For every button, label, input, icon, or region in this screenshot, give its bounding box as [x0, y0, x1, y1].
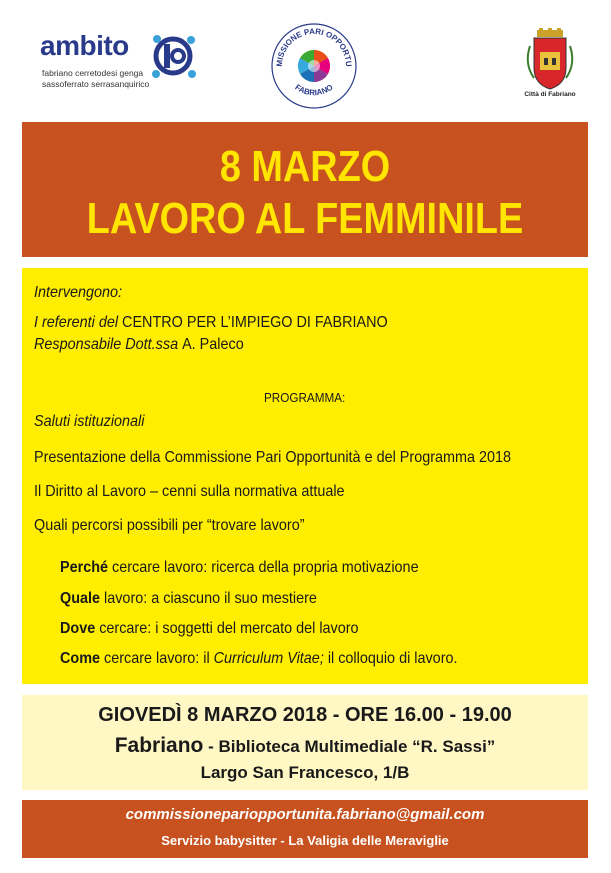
event-details	[22, 695, 588, 790]
ambito-wordmark: ambito	[40, 30, 129, 61]
programme-item-diritto: Il Diritto al Lavoro – cenni sulla normativa attuale	[34, 483, 345, 500]
commission-ring-text: MISSIONE PARI OPPORTU	[274, 26, 354, 67]
city-logo	[520, 28, 580, 100]
referenti-line: I referenti del CENTRO PER L’IMPIEGO DI FABRIANO	[34, 314, 388, 331]
event-venue: Fabriano - Biblioteca Multimediale “R. Sassi”	[114, 734, 496, 757]
programme-heading: PROGRAMMA:	[264, 390, 346, 405]
intervengono-label: Intervengono:	[34, 284, 123, 301]
subitem-come: Come cercare lavoro: il Curriculum Vitae; il colloquio di lavoro.	[60, 650, 458, 667]
subitem-dove: Dove cercare: i soggetti del mercato del lavoro	[60, 620, 359, 637]
title-date: 8 MARZO	[219, 142, 391, 191]
ambito-towns-line2: sassoferrato serrasanquirico	[42, 79, 150, 89]
babysitter-service: Servizio babysitter - La Valigia delle Meraviglie	[161, 833, 449, 848]
commission-city-text: FABRIANO	[293, 82, 335, 98]
footer-banner	[22, 800, 588, 858]
saluti-line: Saluti istituzionali	[34, 413, 145, 430]
programme-item-presentazione: Presentazione della Commissione Pari Opportunità e del Programma 2018	[34, 449, 512, 466]
ambito-network-icon	[148, 30, 198, 86]
event-date-time: GIOVEDÌ 8 MARZO 2018 - ORE 16.00 - 19.00	[98, 704, 512, 726]
commission-logo	[270, 22, 358, 110]
title-banner	[22, 122, 588, 257]
programme-item-percorsi: Quali percorsi possibili per “trovare lavoro”	[34, 517, 305, 534]
subitem-perche: Perché cercare lavoro: ricerca della propria motivazione	[60, 559, 419, 576]
city-crest-icon	[520, 28, 580, 90]
commission-seal-icon	[270, 22, 358, 110]
ambito-logo	[40, 30, 200, 100]
title-main: LAVORO AL FEMMINILE	[86, 194, 524, 243]
programme-block	[22, 268, 588, 684]
city-caption: Città di Fabriano	[524, 91, 576, 98]
ambito-towns-line1: fabriano cerretodesi genga	[42, 68, 144, 78]
event-address: Largo San Francesco, 1/B	[200, 763, 410, 782]
contact-email[interactable]: commissionepariopportunita.fabriano@gmail.com	[125, 806, 485, 823]
responsabile-line: Responsabile Dott.ssa A. Paleco	[34, 336, 244, 353]
subitem-quale: Quale lavoro: a ciascuno il suo mestiere	[60, 590, 317, 607]
